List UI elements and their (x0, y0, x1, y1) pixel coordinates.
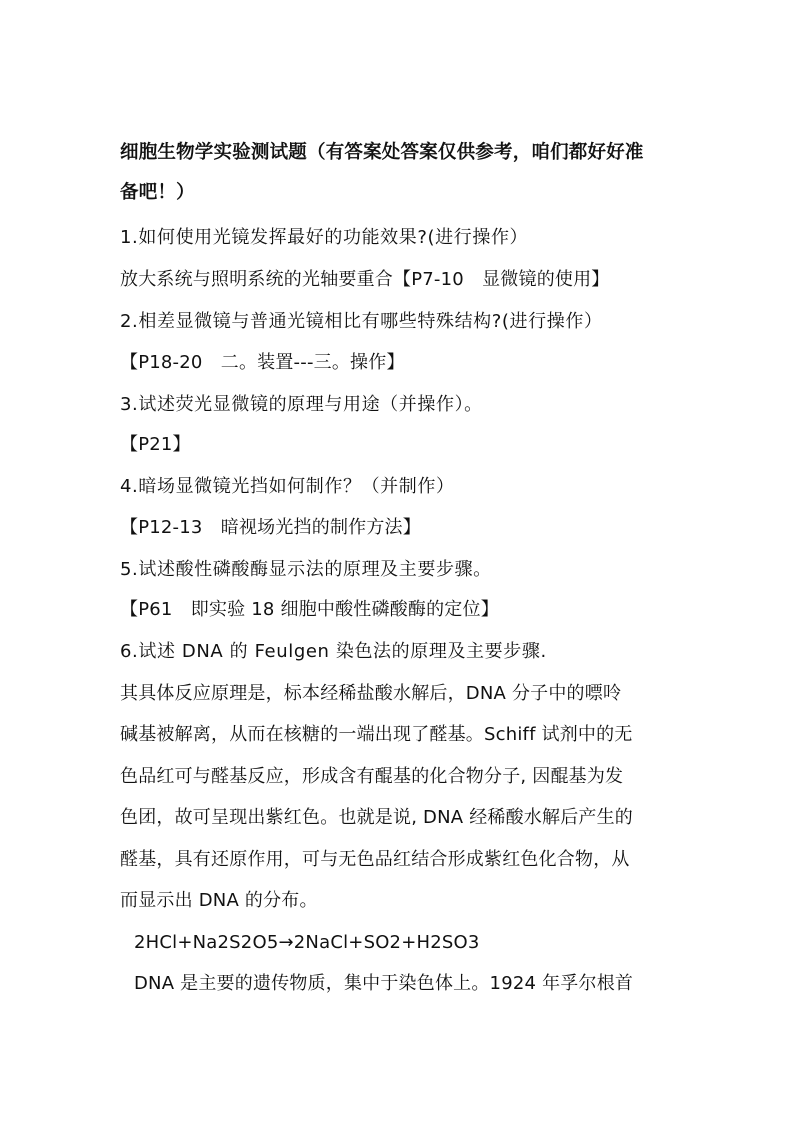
question-3: 3.试述荧光显微镜的原理与用途（并操作）。 (120, 394, 483, 415)
answer-6-line-5: 醛基，具有还原作用，可与无色品红结合形成紫红色化合物，从 (120, 849, 630, 870)
answer-6-line-2: 碱基被解离，从而在核糖的一端出现了醛基。Schiff 试剂中的无 (120, 724, 633, 745)
question-4: 4.暗场显微镜光挡如何制作？（并制作） (120, 476, 455, 497)
dna-paragraph-line: DNA 是主要的遗传物质，集中于染色体上。1924 年孚尔根首 (134, 973, 634, 994)
answer-4: 【P12-13 暗视场光挡的制作方法】 (120, 517, 421, 538)
answer-5: 【P61 即实验 18 细胞中酸性磷酸酶的定位】 (120, 599, 499, 620)
question-2: 2.相差显微镜与普通光镜相比有哪些特殊结构?(进行操作） (120, 311, 603, 332)
question-1: 1.如何使用光镜发挥最好的功能效果?(进行操作） (120, 227, 529, 248)
answer-6-line-3: 色品红可与醛基反应，形成含有醌基的化合物分子, 因醌基为发 (120, 766, 624, 787)
answer-1: 放大系统与照明系统的光轴要重合【P7-10 显微镜的使用】 (120, 269, 610, 290)
document-title-line-1: 细胞生物学实验测试题（有答案处答案仅供参考，咱们都好好准 (120, 142, 644, 163)
answer-3: 【P21】 (120, 434, 191, 455)
question-5: 5.试述酸性磷酸酶显示法的原理及主要步骤。 (120, 559, 492, 580)
document-title-line-2: 备吧！） (120, 182, 195, 203)
answer-6-line-6: 而显示出 DNA 的分布。 (120, 890, 318, 911)
answer-2: 【P18-20 二。装置---三。操作】 (120, 352, 405, 373)
answer-6-line-1: 其具体反应原理是，标本经稀盐酸水解后，DNA 分子中的嘌呤 (120, 683, 622, 704)
answer-6-line-4: 色团，故可呈现出紫红色。也就是说, DNA 经稀酸水解后产生的 (120, 807, 634, 828)
chemical-equation: 2HCl+Na2S2O5→2NaCl+SO2+H2SO3 (134, 932, 480, 953)
question-6: 6.试述 DNA 的 Feulgen 染色法的原理及主要步骤. (120, 641, 547, 662)
